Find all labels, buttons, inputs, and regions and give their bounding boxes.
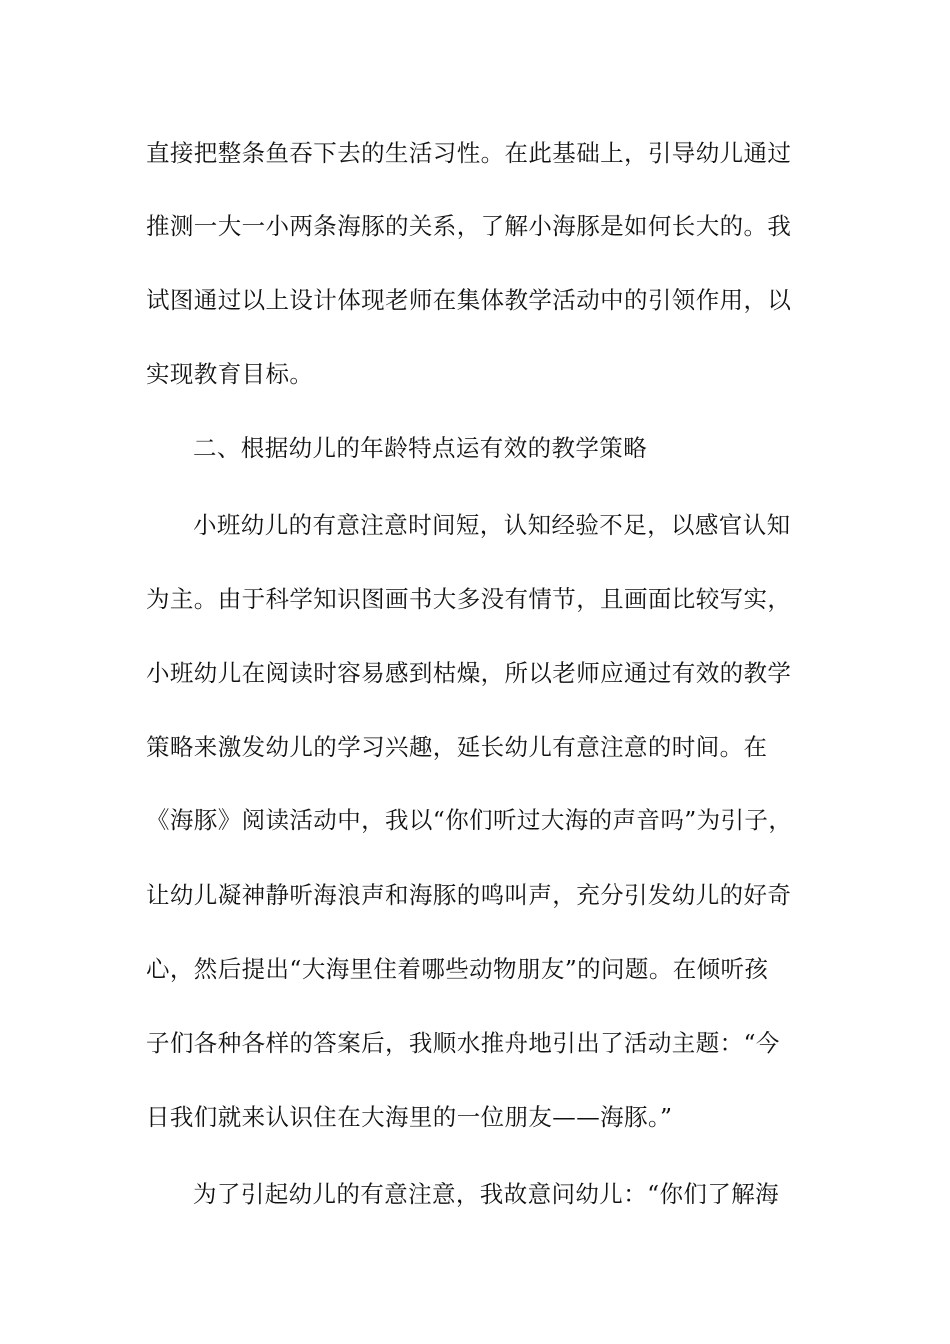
- text-line: 为主。由于科学知识图画书大多没有情节，且画面比较写实，: [146, 585, 792, 613]
- text-line: 子们各种各样的答案后，我顺水推舟地引出了活动主题：“今: [146, 1029, 780, 1057]
- text-line: 实现教育目标。: [146, 360, 314, 388]
- text-line: 小班幼儿在阅读时容易感到枯燥，所以老师应通过有效的教学: [146, 659, 792, 687]
- text-line: 试图通过以上设计体现老师在集体教学活动中的引领作用，以: [146, 286, 792, 314]
- text-line: 心，然后提出“大海里住着哪些动物朋友”的问题。在倾听孩: [146, 955, 769, 983]
- text-line: 《海豚》阅读活动中，我以“你们听过大海的声音吗”为引子，: [146, 806, 793, 834]
- text-line: 小班幼儿的有意注意时间短，认知经验不足，以感官认知: [193, 511, 791, 539]
- text-line: 日我们就来认识住在大海里的一位朋友——海豚。”: [146, 1103, 673, 1131]
- text-line: 让幼儿凝神静听海浪声和海豚的鸣叫声，充分引发幼儿的好奇: [146, 881, 792, 909]
- text-line: 直接把整条鱼吞下去的生活习性。在此基础上，引导幼儿通过: [146, 139, 792, 167]
- section-heading: 二、根据幼儿的年龄特点运有效的教学策略: [193, 434, 648, 462]
- text-line: 推测一大一小两条海豚的关系，了解小海豚是如何长大的。我: [146, 212, 792, 240]
- text-line: 为了引起幼儿的有意注意，我故意问幼儿：“你们了解海: [193, 1180, 780, 1208]
- text-line: 策略来激发幼儿的学习兴趣，延长幼儿有意注意的时间。在: [146, 733, 768, 761]
